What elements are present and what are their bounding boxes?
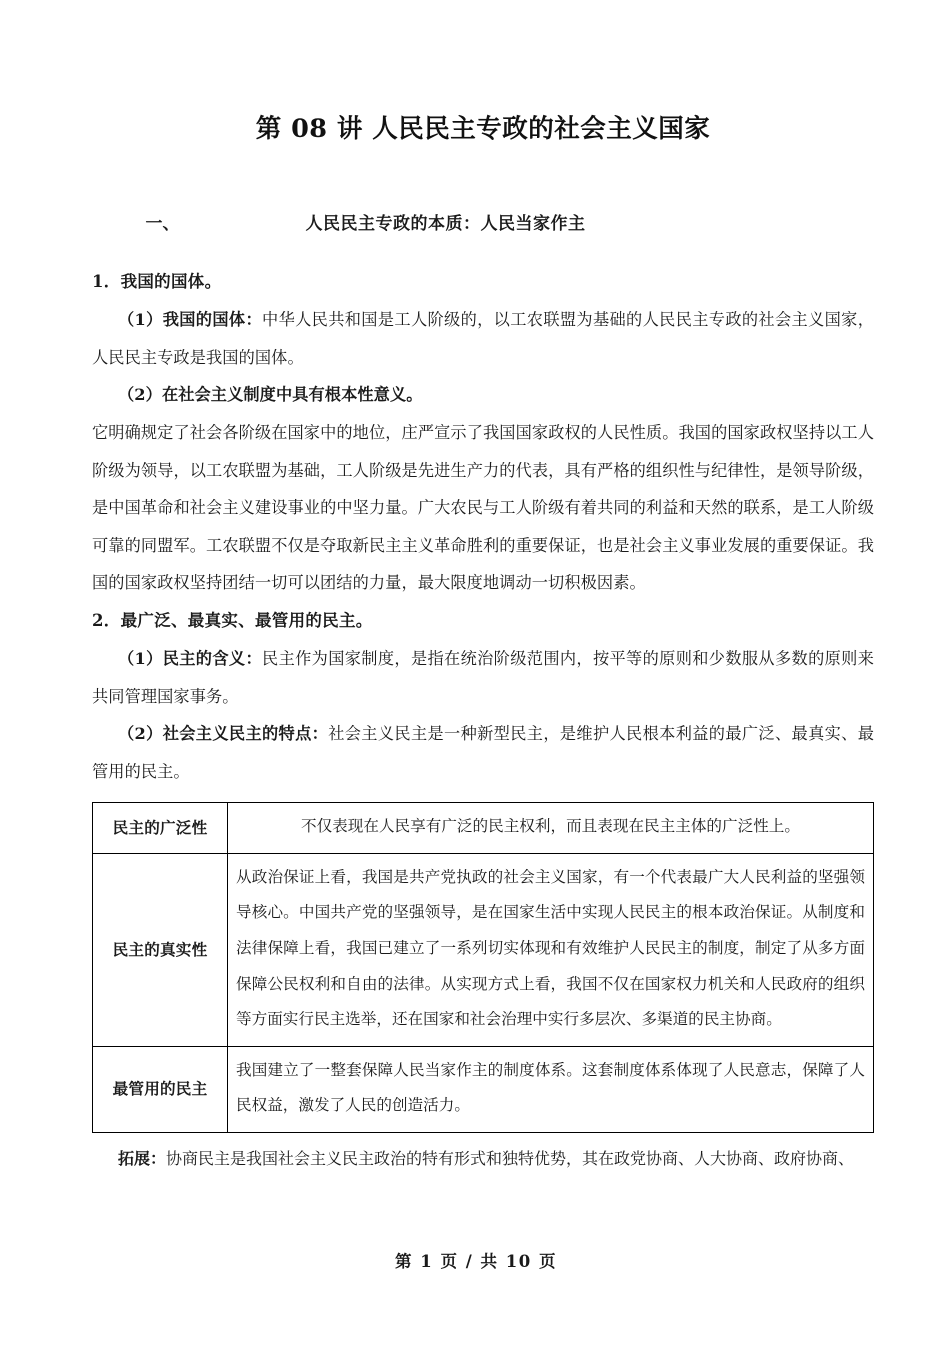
table-row [93,803,874,854]
item-1-sub-1-text: 中华人民共和国是工人阶级的，以工农联盟为基础的人民民主专政的社会主义国家，人民民主专政是我国的国体。 [92,310,874,367]
item-1-body: 它明确规定了社会各阶级在国家中的地位，庄严宣示了我国国家政权的人民性质。我国的国家政权坚持以工人阶级为领导，以工农联盟为基础，工人阶级是先进生产力的代表，具有严格的组织性与纪律性，是领导阶级，是中国革命和社会主义建设事业的中坚力量。广大农民与工人阶级有着共同的利益和天然的联系，是工人阶级可靠的同盟军。工农联盟不仅是夺取新民主主义革命胜利的重要保证，也是社会主义事业发展的重要保证。我国的国家政权坚持团结一切可以团结的力量，最大限度地调动一切积极因素。 [92,422,874,593]
expansion-note-lead: 拓展： [118,1148,167,1168]
item-2-sub-2-lead: （2）社会主义民主的特点： [118,724,329,744]
page-content [92,0,874,1175]
page-title: 第 08 讲 人民民主专政的社会主义国家 [255,114,711,144]
table-cell-category: 民主的真实性 [93,853,228,1046]
item-2-sub-2 [92,715,874,790]
item-1-heading: 1．我国的国体。 [92,271,222,291]
section-number: 一、 [145,213,180,234]
table-cell-description: 不仅表现在人民享有广泛的民主权利，而且表现在民主主体的广泛性上。 [228,803,874,854]
table-row [93,853,874,1046]
table-cell-category: 民主的广泛性 [93,803,228,854]
table-cell-category: 最管用的民主 [93,1046,228,1132]
democracy-features-table [92,802,874,1132]
table-cell-description: 从政治保证上看，我国是共产党执政的社会主义国家，有一个代表最广大人民利益的坚强领导核心。中国共产党的坚强领导，是在国家生活中实现人民民主的根本政治保证。从制度和法律保障上看，我国已建立了一系列切实体现和有效维护人民民主的制度，制定了从多方面保障公民权利和自由的法律。从实现方式上看，我国不仅在国家权力机关和人民政府的组织等方面实行民主选举，还在国家和社会治理中实行多层次、多渠道的民主协商。 [228,853,874,1046]
page-footer: 第 1 页 / 共 10 页 [395,1252,557,1271]
item-1-sub-1-lead: （1）我国的国体： [118,310,263,330]
expansion-note-text: 协商民主是我国社会主义民主政治的特有形式和独特优势，其在政党协商、人大协商、政府协商、 [166,1148,855,1168]
section-heading-one [92,186,874,263]
expansion-note [92,1133,874,1175]
item-1-sub-2 [92,376,874,414]
table-cell-description: 我国建立了一整套保障人民当家作主的制度体系。这套制度体系体现了人民意志，保障了人民权益，激发了人民的创造活力。 [228,1046,874,1132]
item-1-sub-1 [92,301,874,376]
item-2-sub-1-text: 民主作为国家制度，是指在统治阶级范围内，按平等的原则和少数服从多数的原则来共同管理国家事务。 [92,649,874,706]
item-2-sub-1 [92,640,874,715]
item-2-sub-1-lead: （1）民主的含义： [118,649,263,669]
table-row [93,1046,874,1132]
item-2-sub-2-text: 社会主义民主是一种新型民主，是维护人民根本利益的最广泛、最真实、最管用的民主。 [92,724,874,781]
table-body [93,803,874,1132]
item-2-heading: 2．最广泛、最真实、最管用的民主。 [92,610,373,630]
section-title: 人民民主专政的本质：人民当家作主 [305,213,586,234]
item-1-sub-2-lead: （2）在社会主义制度中具有根本性意义。 [118,385,423,405]
